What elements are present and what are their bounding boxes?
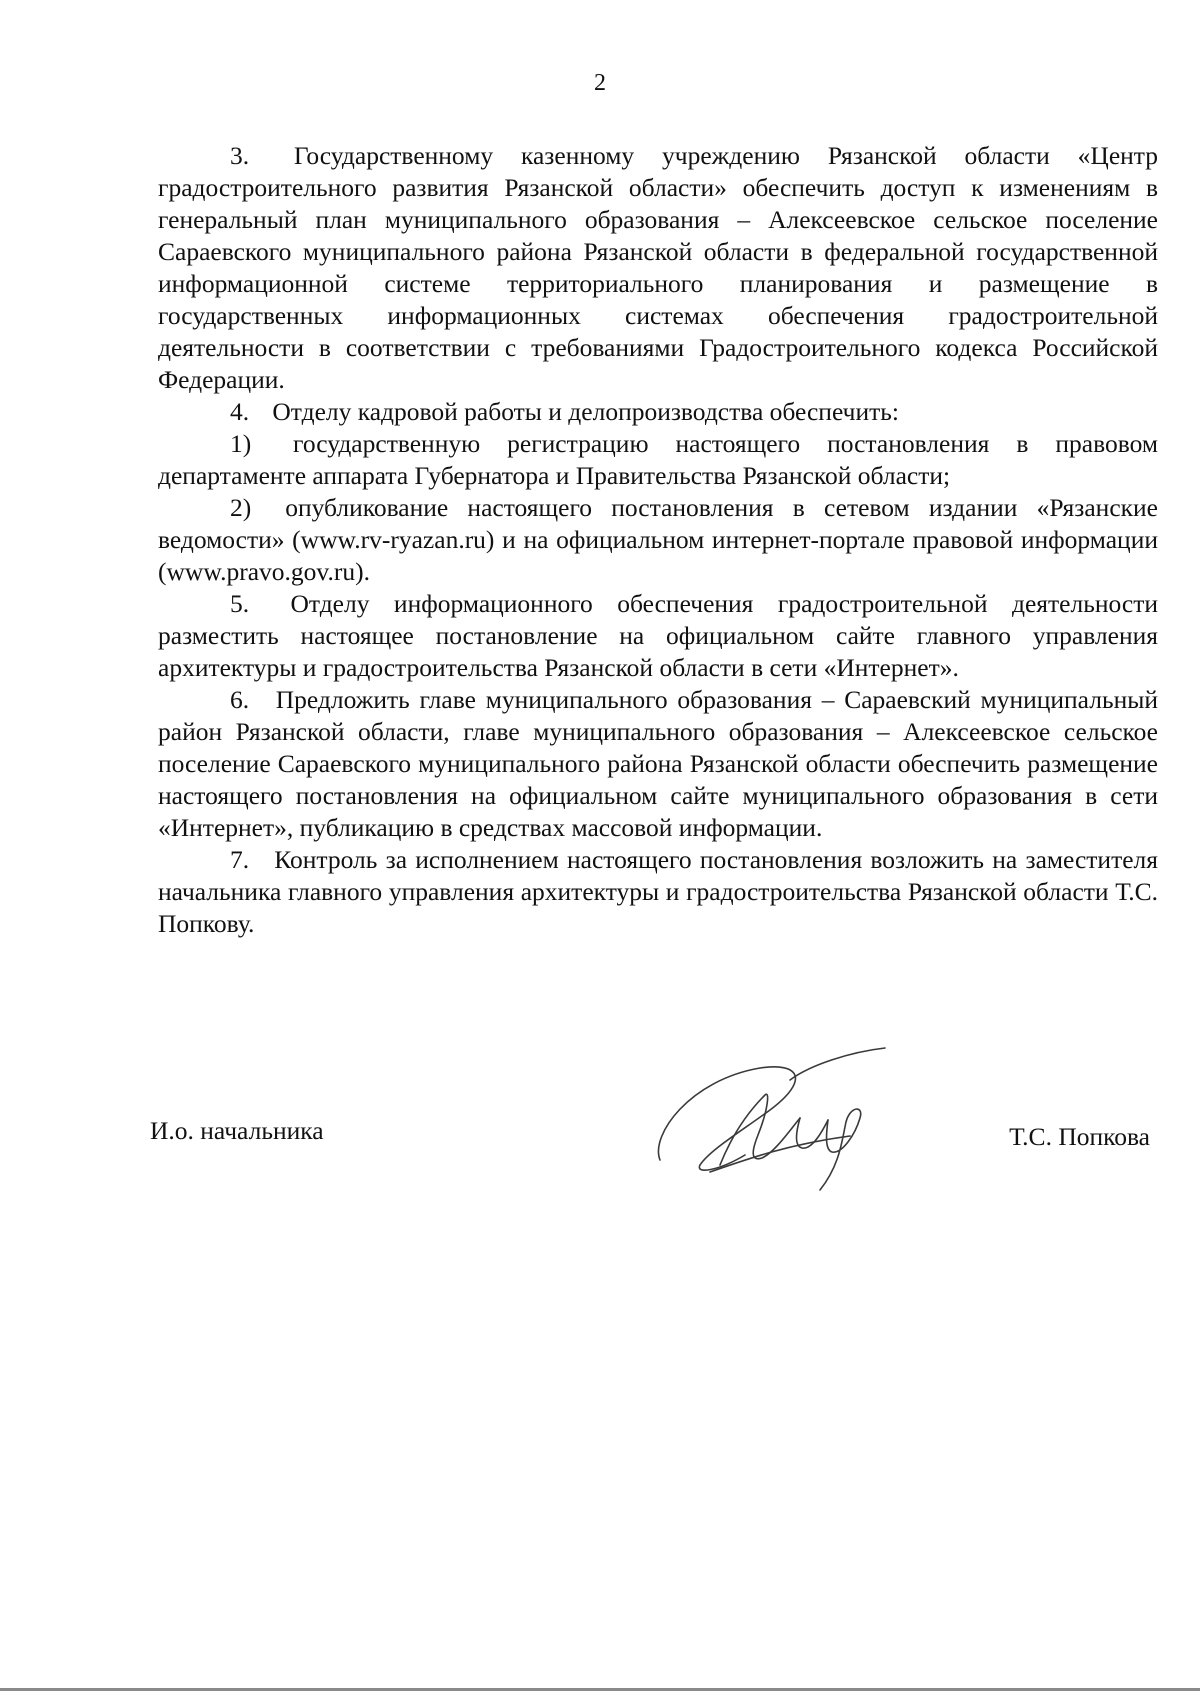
paragraph-number: 7. bbox=[230, 845, 250, 874]
paragraph-3 bbox=[158, 140, 1158, 396]
paragraph-number: 2) bbox=[230, 493, 252, 522]
paragraph-4 bbox=[158, 396, 1158, 428]
paragraph-4-2 bbox=[158, 492, 1158, 588]
paragraph-5 bbox=[158, 588, 1158, 684]
paragraph-text: Отделу информационного обеспечения градостроительной деятельности разместить настоящее постановление на официальном сайте главного управления архитектуры и градостроительства Рязанской области в сети «Интернет». bbox=[158, 589, 1158, 682]
paragraph-4-1 bbox=[158, 428, 1158, 492]
paragraph-number: 3. bbox=[230, 141, 250, 170]
paragraph-7 bbox=[158, 844, 1158, 940]
page-number: 2 bbox=[594, 70, 606, 96]
paragraph-text: Отделу кадровой работы и делопроизводства обеспечить: bbox=[272, 397, 899, 426]
paragraph-text: опубликование настоящего постановления в сетевом издании «Рязанские ведомости» (www.rv-ryazan.ru) и на официальном интернет-портале правовой информации (www.pravo.gov.ru). bbox=[158, 493, 1158, 586]
bottom-rule bbox=[0, 1688, 1200, 1691]
signatory-title: И.о. начальника bbox=[150, 1116, 324, 1145]
paragraph-number: 1) bbox=[230, 429, 252, 458]
paragraph-6 bbox=[158, 684, 1158, 844]
paragraph-number: 6. bbox=[230, 685, 250, 714]
paragraph-text: Предложить главе муниципального образования – Сараевский муниципальный район Рязанской области, главе муниципального образования – Алексеевское сельское поселение Сараевского муниципального района Рязанской области обеспечить размещение настоящего постановления на официальном сайте муниципального образования в сети «Интернет», публикацию в средствах массовой информации. bbox=[158, 685, 1158, 842]
handwritten-signature bbox=[650, 1040, 890, 1200]
paragraph-number: 4. bbox=[230, 397, 250, 426]
paragraph-text: государственную регистрацию настоящего постановления в правовом департаменте аппарата Губернатора и Правительства Рязанской области; bbox=[158, 429, 1158, 490]
paragraph-text: Контроль за исполнением настоящего постановления возложить на заместителя начальника главного управления архитектуры и градостроительства Рязанской области Т.С. Попкову. bbox=[158, 845, 1158, 938]
paragraph-text: Государственному казенному учреждению Рязанской области «Центр градостроительного развития Рязанской области» обеспечить доступ к изменениям в генеральный план муниципального образования – Алексеевское сельское поселение Сараевского муниципального района Рязанской области в федеральной государственной информационной системе территориального планирования и размещение в государственных информационных системах обеспечения градостроительной деятельности в соответствии с требованиями Градостроительного кодекса Российской Федерации. bbox=[158, 141, 1158, 394]
signature-block bbox=[150, 1100, 1150, 1220]
document-body bbox=[158, 140, 1158, 940]
signatory-name: Т.С. Попкова bbox=[1009, 1122, 1150, 1151]
paragraph-number: 5. bbox=[230, 589, 250, 618]
